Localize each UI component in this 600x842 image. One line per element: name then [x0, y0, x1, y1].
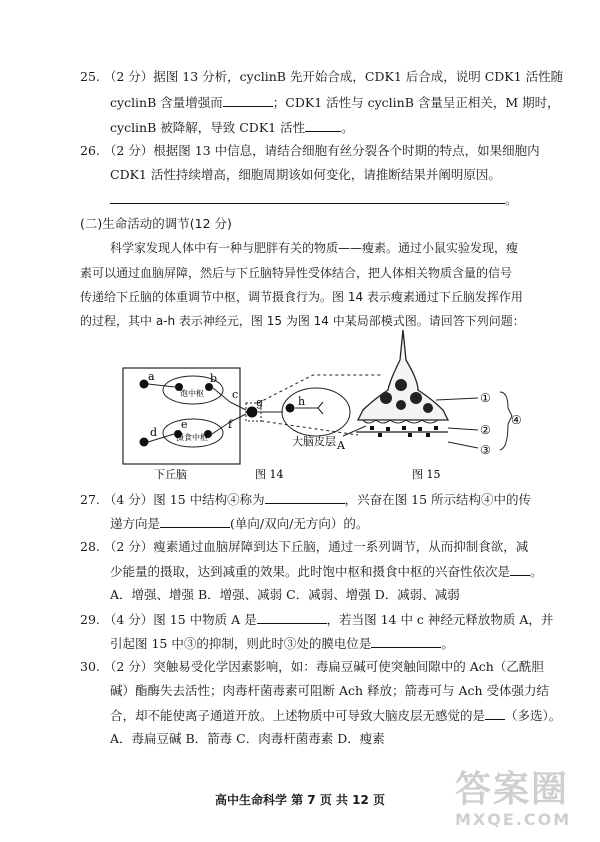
q29-line2-b: 。 [441, 636, 454, 651]
label-h: h [298, 395, 306, 408]
vesicle [410, 392, 422, 404]
intro-line2: 素可以通过血脑屏障，然后与下丘脑特异性受体结合，把人体相关物质含量的信号 [80, 266, 513, 280]
q27-line2-a: 递方向是 [110, 516, 161, 531]
intro-line3: 传递给下丘脑的体重调节中枢，调节摄食行为。图 14 表示瘦素通过下丘脑发挥作用 [80, 290, 523, 304]
label-d: d [150, 426, 158, 439]
connector-a-b [148, 384, 175, 387]
page-footer: 高中生命科学 第 7 页 共 12 页 [214, 793, 386, 807]
q29-line1 [80, 610, 553, 629]
q27-line2 [110, 514, 368, 533]
q28-line2-a: 少能量的摄取，达到减重的效果。此时饱中枢和摄食中枢的兴奋性依次是 [110, 564, 511, 579]
q25-line3-b: 。 [341, 120, 354, 135]
zoom-line [258, 375, 381, 403]
label-e: e [181, 418, 188, 431]
watermark-logo [455, 770, 595, 840]
vesicle [396, 400, 406, 410]
vesicle [395, 379, 407, 391]
label-a: a [148, 370, 155, 383]
answer-blank [485, 706, 505, 720]
q26-line1: 26. （2 分）根据图 13 中信息，请结合细胞有丝分裂各个时期的特点，如果细胞内 [80, 143, 540, 158]
label-c: c [232, 388, 239, 401]
q25-line3-a: cyclinB 被降解，导致 CDK1 活性 [110, 120, 306, 135]
q27-line1 [80, 490, 531, 509]
watermark-big: 答案圈 [455, 769, 570, 810]
answer-blank [265, 490, 345, 504]
q29-line1-a: 29. （4 分）图 15 中物质 A 是 [80, 612, 257, 627]
q25-line3 [110, 118, 354, 137]
answer-blank [223, 93, 273, 107]
label-fig15: 图 15 [412, 468, 441, 481]
q30-line3-a: 合，却不能使离子通道开放。上述物质中可导致大脑皮层无感觉的是 [110, 708, 486, 723]
q30-options: A．毒扁豆碱 B．箭毒 C．肉毒杆菌毒素 D．瘦素 [110, 731, 385, 746]
label-fig14: 图 14 [255, 468, 284, 481]
q28-line2 [110, 562, 543, 581]
q30-line2: 碱）酯酶失去活性；肉毒杆菌毒素可阻断 Ach 释放；箭毒可与 Ach 受体强力结 [110, 683, 550, 698]
answer-blank [257, 610, 327, 624]
label-4: ④ [511, 413, 522, 427]
section-title: (二)生命活动的调节(12 分) [80, 216, 232, 231]
label-hunger-center: 摄食中枢 [176, 433, 208, 442]
figure-14-15 [118, 330, 522, 485]
answer-blank [160, 514, 230, 528]
label-g: g [256, 396, 264, 409]
q30-line1: 30. （2 分）突触易受化学因素影响，如：毒扁豆碱可使突触间隙中的 Ach（乙酰胆 [80, 659, 544, 674]
label-f: f [228, 418, 233, 431]
vesicle [380, 392, 392, 404]
intro-line1: 科学家发现人体中有一种与肥胖有关的物质——瘦素。通过小鼠实验发现，瘦 [110, 241, 519, 255]
neuron-h [286, 404, 295, 413]
q27-line2-b: (单向/双向/无方向）的。 [230, 516, 369, 531]
watermark-small: MXQE.COM [455, 810, 572, 829]
label-cortex: 大脑皮层 [292, 435, 336, 448]
q29-line2 [110, 634, 454, 653]
q27-line1-b: ，兴奋在图 15 所示结构④中的传 [344, 492, 531, 507]
q29-line2-a: 引起图 15 中③的抑制，则此时③处的膜电位是 [110, 636, 372, 651]
answer-blank [371, 634, 441, 648]
label-2: ② [480, 423, 491, 437]
answer-blank [510, 562, 530, 576]
intro-line4: 的过程，其中 a-h 表示神经元，图 15 为图 14 中某局部模式图。请回答下列问题： [80, 314, 525, 328]
q25-line2 [110, 93, 560, 112]
q30-line3-b: （多选）。 [505, 708, 562, 723]
q28-line2-b: 。 [530, 564, 543, 579]
q25-line1: 25. （2 分）据图 13 分析，cyclinB 先开始合成，CDK1 后合成，说明 CDK1 活性随 [80, 69, 564, 84]
q27-line1-a: 27. （4 分）图 15 中结构④称为 [80, 492, 265, 507]
vesicle [423, 403, 433, 413]
label-A: A [337, 439, 345, 452]
q26-answer-line [110, 190, 518, 209]
q30-line3 [110, 706, 561, 725]
answer-blank [305, 118, 341, 132]
q29-line1-b: ，若当图 14 中 c 神经元释放物质 A，并 [326, 612, 554, 627]
answer-blank [110, 190, 505, 204]
label-hypothalamus: 下丘脑 [154, 468, 187, 481]
label-b: b [210, 372, 218, 385]
label-3: ③ [480, 443, 491, 457]
q26-end: 。 [505, 192, 518, 207]
q25-line2-b: ；CDK1 活性与 cyclinB 含量呈正相关，M 期时， [272, 95, 560, 110]
q28-line1: 28. （2 分）瘦素通过血脑屏障到达下丘脑，通过一系列调节，从而抑制食欲，减 [80, 539, 529, 554]
q26-line2: CDK1 活性持续增高，细胞周期该如何变化，请推断结果并阐明原因。 [110, 167, 501, 182]
q25-line2-a: cyclinB 含量增强而 [110, 95, 223, 110]
arrow-A [343, 426, 366, 436]
label-satiety-center: 饱中枢 [180, 389, 204, 398]
neuron-d [140, 438, 149, 447]
label-1: ① [480, 391, 491, 405]
connector-b-c [213, 388, 230, 402]
q28-options: A．增强、增强 B．增强、减弱 C．减弱、增强 D．减弱、减弱 [110, 587, 460, 602]
